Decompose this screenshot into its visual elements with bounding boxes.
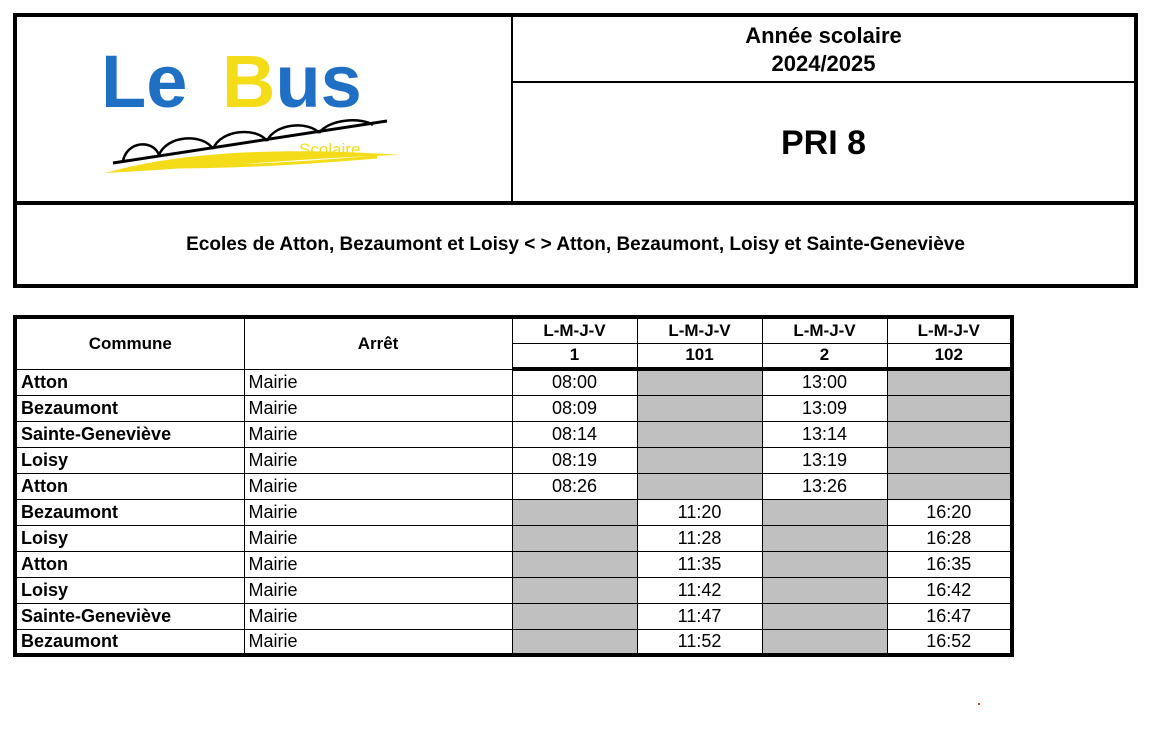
course-number: 2	[762, 343, 887, 369]
column-header-commune: Commune	[15, 317, 244, 369]
course-number: 101	[637, 343, 762, 369]
time-cell: 11:47	[637, 603, 762, 629]
no-service-cell	[887, 421, 1012, 447]
no-service-cell	[512, 629, 637, 655]
time-cell: 16:52	[887, 629, 1012, 655]
commune-cell: Sainte-Geneviève	[15, 603, 244, 629]
time-cell: 13:00	[762, 369, 887, 395]
no-service-cell	[637, 421, 762, 447]
no-service-cell	[887, 395, 1012, 421]
route-description-cell	[17, 201, 1134, 284]
course-days: L-M-J-V	[887, 317, 1012, 343]
arret-cell: Mairie	[244, 603, 512, 629]
table-row	[15, 421, 1012, 447]
table-row	[15, 525, 1012, 551]
time-cell: 11:42	[637, 577, 762, 603]
table-row	[15, 551, 1012, 577]
school-year-label: Année scolaire	[745, 23, 902, 48]
no-service-cell	[512, 525, 637, 551]
no-service-cell	[762, 577, 887, 603]
time-cell: 13:09	[762, 395, 887, 421]
route-description: Ecoles de Atton, Bezaumont et Loisy < > Atton, Bezaumont, Loisy et Sainte-Geneviève	[186, 233, 965, 255]
arret-cell: Mairie	[244, 629, 512, 655]
time-cell: 08:19	[512, 447, 637, 473]
no-service-cell	[512, 603, 637, 629]
no-service-cell	[762, 551, 887, 577]
no-service-cell	[637, 395, 762, 421]
time-cell: 13:26	[762, 473, 887, 499]
no-service-cell	[637, 473, 762, 499]
commune-cell: Atton	[15, 551, 244, 577]
no-service-cell	[887, 369, 1012, 395]
commune-cell: Sainte-Geneviève	[15, 421, 244, 447]
commune-cell: Bezaumont	[15, 499, 244, 525]
timetable-body	[15, 369, 1012, 655]
arret-cell: Mairie	[244, 369, 512, 395]
time-cell: 11:52	[637, 629, 762, 655]
commune-cell: Bezaumont	[15, 395, 244, 421]
no-service-cell	[512, 551, 637, 577]
time-cell: 13:14	[762, 421, 887, 447]
course-days: L-M-J-V	[762, 317, 887, 343]
table-row	[15, 499, 1012, 525]
logo-subtitle: Scolaire	[299, 140, 361, 159]
commune-cell: Bezaumont	[15, 629, 244, 655]
arret-cell: Mairie	[244, 525, 512, 551]
arret-cell: Mairie	[244, 447, 512, 473]
time-cell: 16:28	[887, 525, 1012, 551]
no-service-cell	[762, 629, 887, 655]
arret-cell: Mairie	[244, 473, 512, 499]
arret-cell: Mairie	[244, 577, 512, 603]
table-row	[15, 603, 1012, 629]
time-cell: 11:35	[637, 551, 762, 577]
time-cell: 16:20	[887, 499, 1012, 525]
time-cell: 16:35	[887, 551, 1012, 577]
table-row	[15, 473, 1012, 499]
arret-cell: Mairie	[244, 499, 512, 525]
time-cell: 08:00	[512, 369, 637, 395]
course-number: 102	[887, 343, 1012, 369]
school-year-cell	[513, 17, 1134, 83]
time-cell: 11:20	[637, 499, 762, 525]
timetable	[13, 315, 1014, 657]
no-service-cell	[762, 499, 887, 525]
time-cell: 13:19	[762, 447, 887, 473]
logo-text-bus: Bus	[222, 40, 362, 123]
commune-cell: Atton	[15, 473, 244, 499]
column-header-arret: Arrêt	[244, 317, 512, 369]
time-cell: 16:42	[887, 577, 1012, 603]
no-service-cell	[637, 447, 762, 473]
timetable-header-row-days	[15, 317, 1012, 343]
table-row	[15, 395, 1012, 421]
time-cell: 08:26	[512, 473, 637, 499]
commune-cell: Loisy	[15, 577, 244, 603]
line-name-cell	[513, 85, 1134, 201]
no-service-cell	[512, 499, 637, 525]
time-cell: 08:09	[512, 395, 637, 421]
time-cell: 11:28	[637, 525, 762, 551]
time-cell: 16:47	[887, 603, 1012, 629]
arret-cell: Mairie	[244, 395, 512, 421]
no-service-cell	[637, 369, 762, 395]
header-block	[13, 13, 1138, 288]
course-days: L-M-J-V	[637, 317, 762, 343]
logo-text-le: Le	[101, 40, 188, 123]
time-cell: 08:14	[512, 421, 637, 447]
arret-cell: Mairie	[244, 421, 512, 447]
arret-cell: Mairie	[244, 551, 512, 577]
table-row	[15, 447, 1012, 473]
no-service-cell	[887, 447, 1012, 473]
no-service-cell	[512, 577, 637, 603]
lebus-logo	[17, 17, 511, 201]
table-row	[15, 577, 1012, 603]
course-days: L-M-J-V	[512, 317, 637, 343]
course-number: 1	[512, 343, 637, 369]
commune-cell: Loisy	[15, 447, 244, 473]
table-row	[15, 629, 1012, 655]
no-service-cell	[887, 473, 1012, 499]
no-service-cell	[762, 603, 887, 629]
commune-cell: Loisy	[15, 525, 244, 551]
no-service-cell	[762, 525, 887, 551]
table-row	[15, 369, 1012, 395]
school-year-value: 2024/2025	[771, 51, 876, 76]
commune-cell: Atton	[15, 369, 244, 395]
line-name: PRI 8	[780, 123, 867, 162]
stray-mark	[978, 703, 980, 705]
logo-cell	[17, 17, 513, 201]
